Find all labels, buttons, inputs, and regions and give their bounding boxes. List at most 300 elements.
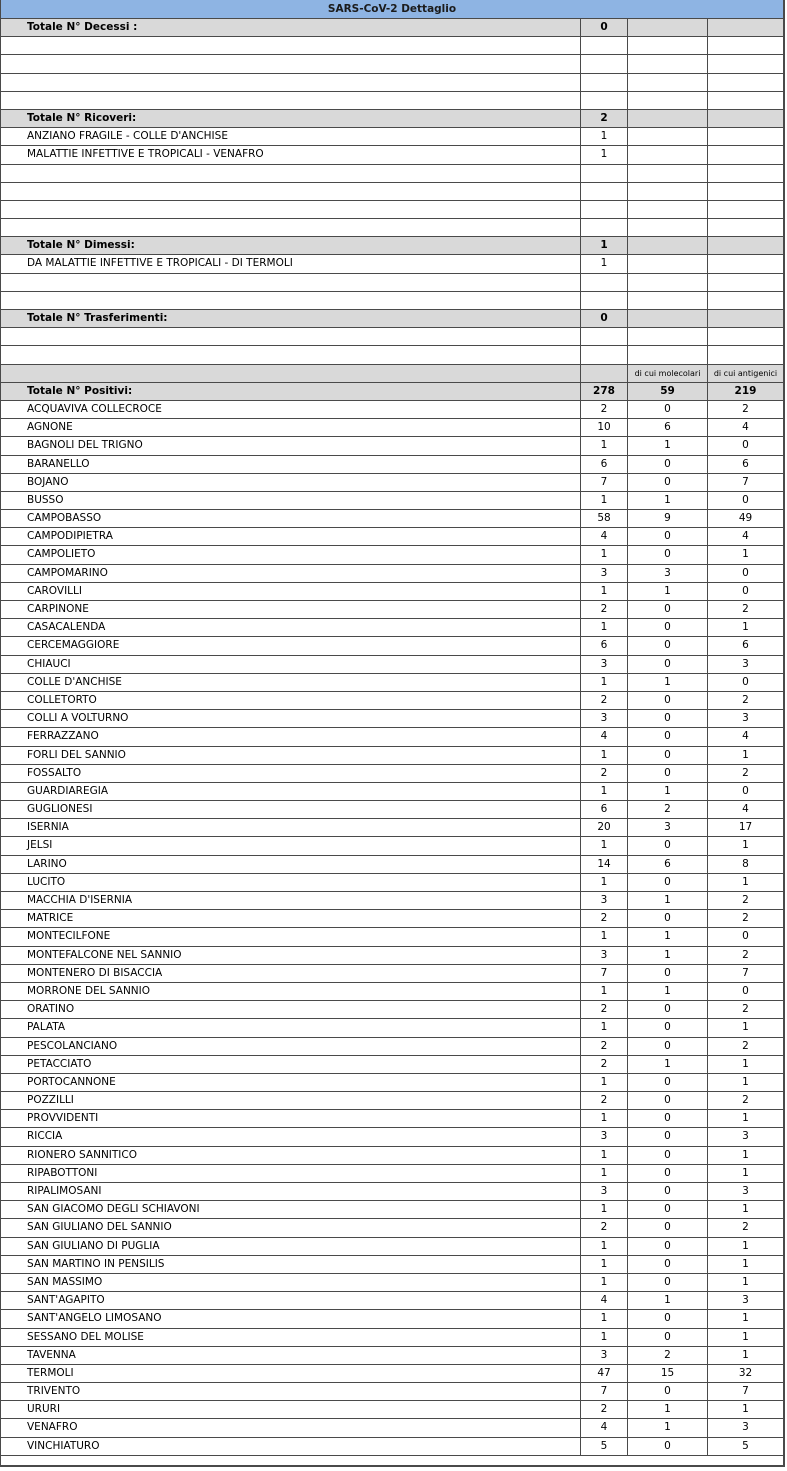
comune-molecolari: 3	[628, 565, 708, 582]
comune-antigenici: 2	[742, 1094, 749, 1107]
comune-molecolari: 0	[628, 1128, 708, 1145]
comune-total: 3	[581, 710, 628, 727]
comune-name: GUGLIONESI	[1, 801, 581, 818]
comune-antigenici: 49	[738, 512, 753, 525]
comune-antigenici: 2	[742, 1039, 749, 1052]
comune-molecolari: 0	[628, 1110, 708, 1127]
comune-name: GUARDIAREGIA	[1, 783, 581, 800]
comune-total: 3	[581, 947, 628, 964]
comune-antigenici: 3	[742, 657, 749, 670]
comune-molecolari: 0	[628, 528, 708, 545]
comune-name: AGNONE	[1, 419, 581, 436]
comune-antigenici: 2	[742, 894, 749, 906]
comune-antigenici: 1	[742, 1348, 749, 1361]
positivi-molecolari: 59	[628, 383, 708, 400]
comune-molecolari: 1	[628, 947, 708, 964]
comune-antigenici: 3	[742, 1294, 749, 1307]
comune-total: 1	[581, 674, 628, 691]
comune-name: FERRAZZANO	[1, 728, 581, 745]
comune-name: RIPALIMOSANI	[1, 1183, 581, 1200]
comune-name: PORTOCANNONE	[1, 1074, 581, 1091]
comune-molecolari: 0	[628, 1238, 708, 1255]
comune-molecolari: 1	[628, 437, 708, 454]
comune-name: URURI	[1, 1401, 581, 1418]
comune-molecolari: 0	[628, 601, 708, 618]
empty-row	[1, 201, 783, 219]
table-row	[1, 837, 783, 855]
dimessi-total-row	[1, 237, 783, 255]
comune-total: 2	[581, 1038, 628, 1055]
dimessi-item-name: DA MALATTIE INFETTIVE E TROPICALI - DI TERMOLI	[1, 255, 581, 272]
comune-molecolari: 0	[628, 692, 708, 709]
table-row	[1, 1165, 783, 1183]
comune-molecolari: 0	[628, 1019, 708, 1036]
comune-total: 3	[581, 1183, 628, 1200]
comune-antigenici: 4	[742, 803, 749, 816]
comune-name: CAMPODIPIETRA	[1, 528, 581, 545]
ricoveri-item-name: ANZIANO FRAGILE - COLLE D'ANCHISE	[1, 128, 581, 145]
table-row	[1, 419, 783, 437]
comune-total: 4	[581, 528, 628, 545]
comune-name: TERMOLI	[1, 1365, 581, 1382]
comune-total: 1	[581, 546, 628, 563]
comune-molecolari: 0	[628, 619, 708, 636]
comune-total: 1	[581, 1147, 628, 1164]
comune-antigenici: 0	[742, 784, 749, 797]
table-row	[1, 856, 783, 874]
comune-name: PETACCIATO	[1, 1056, 581, 1073]
comune-name: ORATINO	[1, 1001, 581, 1018]
comune-name: FOSSALTO	[1, 765, 581, 782]
comune-molecolari: 0	[628, 1038, 708, 1055]
table-row	[1, 1383, 783, 1401]
comune-molecolari: 1	[628, 892, 708, 909]
comune-antigenici: 5	[742, 1439, 749, 1452]
ricoveri-value: 2	[581, 110, 628, 127]
comune-name: POZZILLI	[1, 1092, 581, 1109]
table-row	[1, 1183, 783, 1201]
header-antigenici: di cui antigenici	[713, 368, 778, 378]
empty-row	[1, 55, 783, 73]
table-row	[1, 583, 783, 601]
table-row	[1, 1092, 783, 1110]
comune-molecolari: 2	[628, 1347, 708, 1364]
comune-total: 2	[581, 401, 628, 418]
comune-name: MACCHIA D'ISERNIA	[1, 892, 581, 909]
table-row	[1, 401, 783, 419]
dimessi-value: 1	[581, 237, 628, 254]
table-row	[1, 910, 783, 928]
comune-total: 1	[581, 437, 628, 454]
comune-total: 2	[581, 910, 628, 927]
comune-name: MONTECILFONE	[1, 928, 581, 945]
table-row	[1, 965, 783, 983]
comune-antigenici: 1	[742, 1112, 749, 1125]
comune-total: 6	[581, 637, 628, 654]
comune-name: CAMPOLIETO	[1, 546, 581, 563]
table-row	[1, 437, 783, 455]
comune-name: SAN GIACOMO DEGLI SCHIAVONI	[1, 1201, 581, 1218]
sheet-title: SARS-CoV-2 Dettaglio	[1, 0, 783, 19]
comune-name: MONTEFALCONE NEL SANNIO	[1, 947, 581, 964]
comune-antigenici: 7	[742, 475, 749, 488]
comune-name: FORLI DEL SANNIO	[1, 747, 581, 764]
empty-row	[1, 328, 783, 346]
comune-molecolari: 0	[628, 1201, 708, 1218]
comune-total: 2	[581, 1219, 628, 1236]
comune-total: 1	[581, 1165, 628, 1182]
comune-total: 20	[581, 819, 628, 836]
comune-name: SANT'AGAPITO	[1, 1292, 581, 1309]
comune-total: 3	[581, 1128, 628, 1145]
positivi-column-header-row	[1, 365, 783, 383]
comune-name: PROVVIDENTI	[1, 1110, 581, 1127]
comune-molecolari: 0	[628, 1183, 708, 1200]
comune-molecolari: 0	[628, 1438, 708, 1455]
table-row	[1, 1074, 783, 1092]
empty-row	[1, 37, 783, 55]
comune-name: TRIVENTO	[1, 1383, 581, 1400]
comune-name: ACQUAVIVA COLLECROCE	[1, 401, 581, 418]
comune-molecolari: 0	[628, 728, 708, 745]
empty-row	[1, 183, 783, 201]
comune-molecolari: 9	[628, 510, 708, 527]
comune-molecolari: 0	[628, 910, 708, 927]
comune-antigenici: 1	[742, 1403, 749, 1416]
comune-antigenici: 4	[742, 421, 749, 434]
comune-name: BARANELLO	[1, 456, 581, 473]
comune-antigenici: 1	[742, 1203, 749, 1216]
comune-antigenici: 0	[742, 566, 749, 579]
comune-total: 2	[581, 765, 628, 782]
comune-total: 1	[581, 837, 628, 854]
comune-molecolari: 1	[628, 928, 708, 945]
comune-antigenici: 1	[742, 1021, 749, 1034]
decessi-label: Totale N° Decessi :	[1, 19, 581, 36]
comune-molecolari: 1	[628, 1292, 708, 1309]
table-row	[1, 1438, 783, 1456]
comune-total: 1	[581, 619, 628, 636]
comune-antigenici: 2	[742, 766, 749, 779]
comune-name: CAMPOBASSO	[1, 510, 581, 527]
comune-total: 1	[581, 583, 628, 600]
comune-name: CAMPOMARINO	[1, 565, 581, 582]
table-row	[1, 1019, 783, 1037]
comune-antigenici: 6	[742, 457, 749, 470]
comune-molecolari: 1	[628, 492, 708, 509]
comune-molecolari: 0	[628, 1074, 708, 1091]
table-row	[1, 619, 783, 637]
comune-name: MONTENERO DI BISACCIA	[1, 965, 581, 982]
table-row	[1, 528, 783, 546]
comune-total: 1	[581, 1310, 628, 1327]
comune-antigenici: 2	[742, 402, 749, 415]
table-row	[1, 819, 783, 837]
comune-total: 1	[581, 928, 628, 945]
table-row	[1, 1274, 783, 1292]
comune-name: ISERNIA	[1, 819, 581, 836]
comune-name: SAN GIULIANO DI PUGLIA	[1, 1238, 581, 1255]
comune-total: 4	[581, 1292, 628, 1309]
comune-antigenici: 8	[742, 857, 749, 870]
comune-molecolari: 0	[628, 874, 708, 891]
comune-total: 1	[581, 1238, 628, 1255]
ricoveri-item-row	[1, 146, 783, 164]
empty-row	[1, 346, 783, 364]
comune-total: 1	[581, 1274, 628, 1291]
dimessi-item-row	[1, 255, 783, 273]
comune-total: 2	[581, 1056, 628, 1073]
comune-name: MORRONE DEL SANNIO	[1, 983, 581, 1000]
table-row	[1, 1347, 783, 1365]
comune-molecolari: 0	[628, 1092, 708, 1109]
comune-total: 58	[581, 510, 628, 527]
comune-total: 3	[581, 656, 628, 673]
table-row	[1, 474, 783, 492]
comune-molecolari: 0	[628, 656, 708, 673]
positivi-total: 278	[581, 383, 628, 400]
comune-molecolari: 1	[628, 674, 708, 691]
comune-molecolari: 0	[628, 710, 708, 727]
table-row	[1, 728, 783, 746]
comune-name: BUSSO	[1, 492, 581, 509]
table-row	[1, 892, 783, 910]
comune-antigenici: 2	[742, 693, 749, 706]
ricoveri-item-name: MALATTIE INFETTIVE E TROPICALI - VENAFRO	[1, 146, 581, 163]
comune-antigenici: 0	[742, 930, 749, 943]
table-row	[1, 674, 783, 692]
comune-antigenici: 4	[742, 530, 749, 543]
table-row	[1, 801, 783, 819]
comune-antigenici: 6	[742, 639, 749, 652]
comune-total: 7	[581, 1383, 628, 1400]
table-row	[1, 565, 783, 583]
comune-name: PESCOLANCIANO	[1, 1038, 581, 1055]
comune-name: BAGNOLI DEL TRIGNO	[1, 437, 581, 454]
comune-name: COLLETORTO	[1, 692, 581, 709]
comune-molecolari: 0	[628, 1219, 708, 1236]
table-row	[1, 1310, 783, 1328]
comune-total: 6	[581, 456, 628, 473]
comune-antigenici: 0	[742, 584, 749, 597]
comune-molecolari: 1	[628, 583, 708, 600]
comune-antigenici: 1	[742, 621, 749, 634]
comune-total: 1	[581, 1019, 628, 1036]
comune-total: 2	[581, 1001, 628, 1018]
comune-name: VINCHIATURO	[1, 1438, 581, 1455]
comune-name: SAN MASSIMO	[1, 1274, 581, 1291]
comune-antigenici: 1	[742, 1257, 749, 1270]
comune-total: 1	[581, 874, 628, 891]
comune-antigenici: 2	[742, 1003, 749, 1016]
comune-total: 3	[581, 892, 628, 909]
positivi-label: Totale N° Positivi:	[1, 383, 581, 400]
comune-total: 7	[581, 474, 628, 491]
comune-molecolari: 0	[628, 456, 708, 473]
comune-molecolari: 0	[628, 765, 708, 782]
comune-total: 4	[581, 1419, 628, 1436]
ricoveri-item-row	[1, 128, 783, 146]
comune-name: PALATA	[1, 1019, 581, 1036]
comune-total: 2	[581, 1401, 628, 1418]
empty-row	[1, 165, 783, 183]
comune-name: MATRICE	[1, 910, 581, 927]
table-row	[1, 947, 783, 965]
comuni-table-body	[1, 401, 783, 1456]
comune-total: 1	[581, 1074, 628, 1091]
comune-total: 47	[581, 1365, 628, 1382]
trasferimenti-label: Totale N° Trasferimenti:	[1, 310, 581, 327]
comune-name: SAN GIULIANO DEL SANNIO	[1, 1219, 581, 1236]
comune-total: 1	[581, 783, 628, 800]
comune-antigenici: 17	[738, 821, 753, 834]
comune-total: 6	[581, 801, 628, 818]
comune-molecolari: 0	[628, 1165, 708, 1182]
comune-molecolari: 1	[628, 1419, 708, 1436]
comune-name: TAVENNA	[1, 1347, 581, 1364]
comune-molecolari: 0	[628, 1310, 708, 1327]
positivi-total-row	[1, 383, 783, 401]
comune-name: RICCIA	[1, 1128, 581, 1145]
comune-total: 7	[581, 965, 628, 982]
comune-molecolari: 0	[628, 965, 708, 982]
comune-antigenici: 1	[742, 1275, 749, 1288]
table-row	[1, 1201, 783, 1219]
table-row	[1, 1038, 783, 1056]
comune-total: 2	[581, 1092, 628, 1109]
comune-antigenici: 2	[742, 603, 749, 615]
comune-antigenici: 3	[742, 1185, 749, 1197]
table-row	[1, 928, 783, 946]
decessi-total-row	[1, 19, 783, 37]
comune-name: CHIAUCI	[1, 656, 581, 673]
comune-name: CARPINONE	[1, 601, 581, 618]
table-row	[1, 1056, 783, 1074]
comune-name: COLLI A VOLTURNO	[1, 710, 581, 727]
table-row	[1, 1329, 783, 1347]
comune-antigenici: 1	[742, 1075, 749, 1088]
comune-antigenici: 3	[742, 1421, 749, 1434]
table-row	[1, 1001, 783, 1019]
header-molecolari: di cui molecolari	[628, 365, 708, 382]
comune-molecolari: 2	[628, 801, 708, 818]
table-row	[1, 637, 783, 655]
comune-antigenici: 3	[742, 712, 749, 725]
table-row	[1, 1256, 783, 1274]
comune-total: 1	[581, 1201, 628, 1218]
comune-antigenici: 1	[742, 548, 749, 561]
comune-molecolari: 1	[628, 983, 708, 1000]
comune-molecolari: 0	[628, 1329, 708, 1346]
table-row	[1, 783, 783, 801]
dimessi-item-value: 1	[581, 255, 628, 272]
comune-molecolari: 0	[628, 546, 708, 563]
comune-name: RIPABOTTONI	[1, 1165, 581, 1182]
comune-total: 1	[581, 1329, 628, 1346]
comune-total: 14	[581, 856, 628, 873]
trasferimenti-total-row	[1, 310, 783, 328]
empty-row	[1, 292, 783, 310]
comune-antigenici: 1	[742, 839, 749, 852]
comune-antigenici: 3	[742, 1130, 749, 1143]
comune-molecolari: 0	[628, 1001, 708, 1018]
table-row	[1, 546, 783, 564]
comune-antigenici: 1	[742, 1148, 749, 1161]
table-row	[1, 1365, 783, 1383]
comune-antigenici: 0	[742, 984, 749, 997]
table-row	[1, 765, 783, 783]
table-row	[1, 1401, 783, 1419]
comune-antigenici: 1	[742, 1239, 749, 1252]
table-row	[1, 1238, 783, 1256]
comune-name: COLLE D'ANCHISE	[1, 674, 581, 691]
comune-antigenici: 7	[742, 966, 749, 979]
dimessi-label: Totale N° Dimessi:	[1, 237, 581, 254]
comune-name: SAN MARTINO IN PENSILIS	[1, 1256, 581, 1273]
table-row	[1, 601, 783, 619]
empty-row	[1, 274, 783, 292]
table-row	[1, 1128, 783, 1146]
comune-molecolari: 15	[628, 1365, 708, 1382]
comune-molecolari: 0	[628, 401, 708, 418]
comune-antigenici: 4	[742, 730, 749, 743]
comune-total: 4	[581, 728, 628, 745]
ricoveri-label: Totale N° Ricoveri:	[1, 110, 581, 127]
comune-total: 1	[581, 983, 628, 1000]
comune-antigenici: 1	[742, 1166, 749, 1179]
comune-antigenici: 1	[742, 875, 749, 888]
comune-molecolari: 0	[628, 1274, 708, 1291]
comune-molecolari: 1	[628, 1401, 708, 1418]
comune-total: 10	[581, 419, 628, 436]
comune-name: SESSANO DEL MOLISE	[1, 1329, 581, 1346]
comune-molecolari: 1	[628, 783, 708, 800]
table-row	[1, 692, 783, 710]
comune-antigenici: 2	[742, 948, 749, 961]
comune-total: 2	[581, 601, 628, 618]
ricoveri-total-row	[1, 110, 783, 128]
comune-molecolari: 0	[628, 637, 708, 654]
comune-name: RIONERO SANNITICO	[1, 1147, 581, 1164]
comune-total: 1	[581, 492, 628, 509]
comune-antigenici: 2	[742, 912, 749, 925]
comune-molecolari: 1	[628, 1056, 708, 1073]
ricoveri-item-value: 1	[581, 128, 628, 145]
comune-molecolari: 0	[628, 1383, 708, 1400]
comune-antigenici: 32	[738, 1366, 753, 1379]
comune-name: LUCITO	[1, 874, 581, 891]
table-row	[1, 1110, 783, 1128]
comune-total: 3	[581, 565, 628, 582]
table-row	[1, 710, 783, 728]
comune-name: BOJANO	[1, 474, 581, 491]
comune-molecolari: 6	[628, 856, 708, 873]
table-row	[1, 1419, 783, 1437]
table-row	[1, 1219, 783, 1237]
comune-molecolari: 0	[628, 837, 708, 854]
comune-antigenici: 2	[742, 1221, 749, 1234]
comune-name: LARINO	[1, 856, 581, 873]
comune-total: 2	[581, 692, 628, 709]
comune-antigenici: 7	[742, 1385, 749, 1398]
comune-antigenici: 1	[742, 1057, 749, 1070]
table-row	[1, 456, 783, 474]
table-row	[1, 656, 783, 674]
comune-molecolari: 0	[628, 747, 708, 764]
comune-total: 5	[581, 1438, 628, 1455]
trasferimenti-value: 0	[581, 310, 628, 327]
table-row	[1, 1292, 783, 1310]
